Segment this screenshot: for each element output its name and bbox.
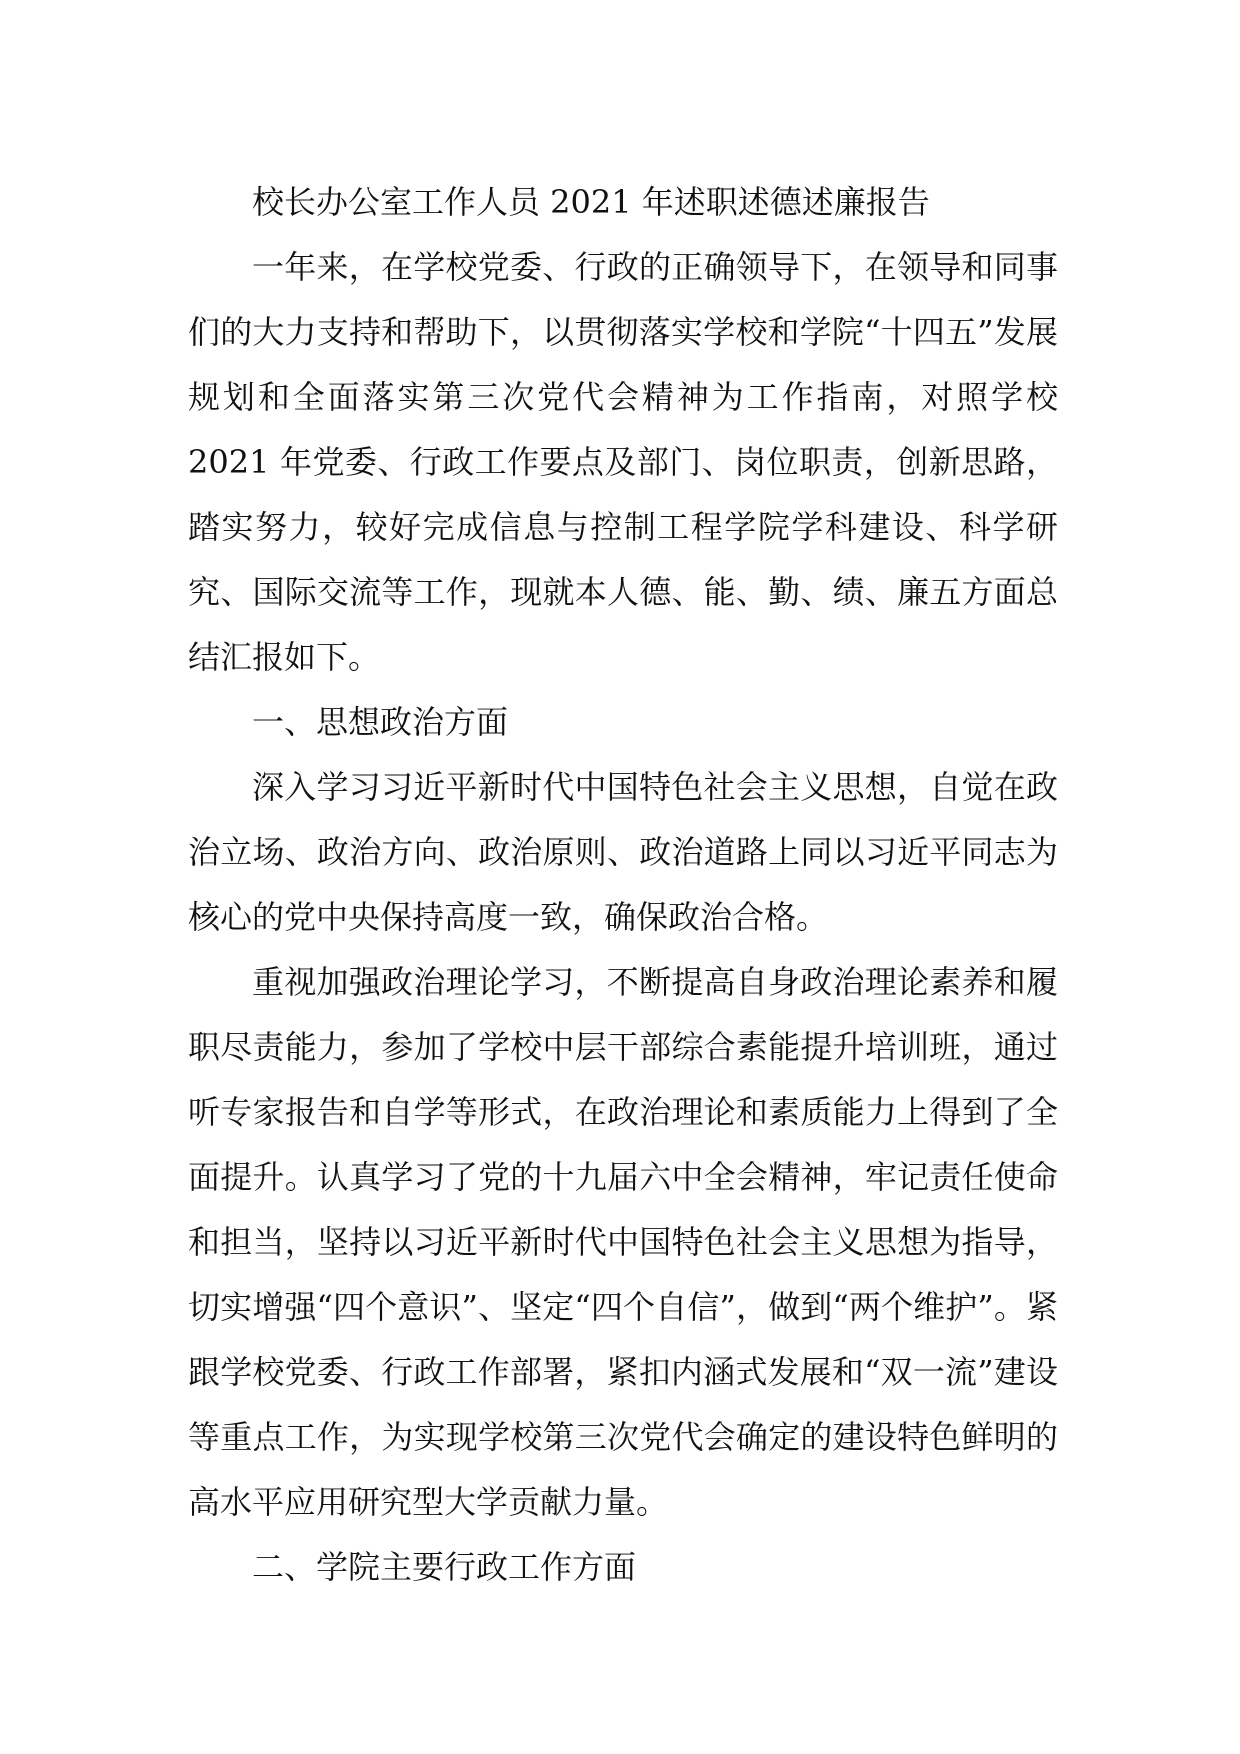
- document-title: 校长办公室工作人员 2021 年述职述德述廉报告: [252, 183, 930, 221]
- document-body: [188, 170, 1058, 1600]
- section-heading-administration: 二、学院主要行政工作方面: [252, 1548, 637, 1586]
- section-heading-ideology: 一、思想政治方面: [252, 703, 509, 741]
- intro-paragraph: 一年来，在学校党委、行政的正确领导下，在领导和同事们的大力支持和帮助下，以贯彻落实学校和学院“十四五”发展规划和全面落实第三次党代会精神为工作指南，对照学校 2021 年党委、行政工作要点及部门、岗位职责，创新思路，踏实努力，较好完成信息与控制工程学院学科建设、科学研究、国际交流等工作，现就本人德、能、勤、绩、廉五方面总结汇报如下。: [188, 248, 1058, 676]
- ideology-paragraph-1: 深入学习习近平新时代中国特色社会主义思想，自觉在政治立场、政治方向、政治原则、政治道路上同以习近平同志为核心的党中央保持高度一致，确保政治合格。: [188, 768, 1058, 936]
- ideology-paragraph-2: 重视加强政治理论学习，不断提高自身政治理论素养和履职尽责能力，参加了学校中层干部综合素能提升培训班，通过听专家报告和自学等形式，在政治理论和素质能力上得到了全面提升。认真学习了党的十九届六中全会精神，牢记责任使命和担当，坚持以习近平新时代中国特色社会主义思想为指导，切实增强“四个意识”、坚定“四个自信”，做到“两个维护”。紧跟学校党委、行政工作部署，紧扣内涵式发展和“双一流”建设等重点工作，为实现学校第三次党代会确定的建设特色鲜明的高水平应用研究型大学贡献力量。: [188, 963, 1058, 1521]
